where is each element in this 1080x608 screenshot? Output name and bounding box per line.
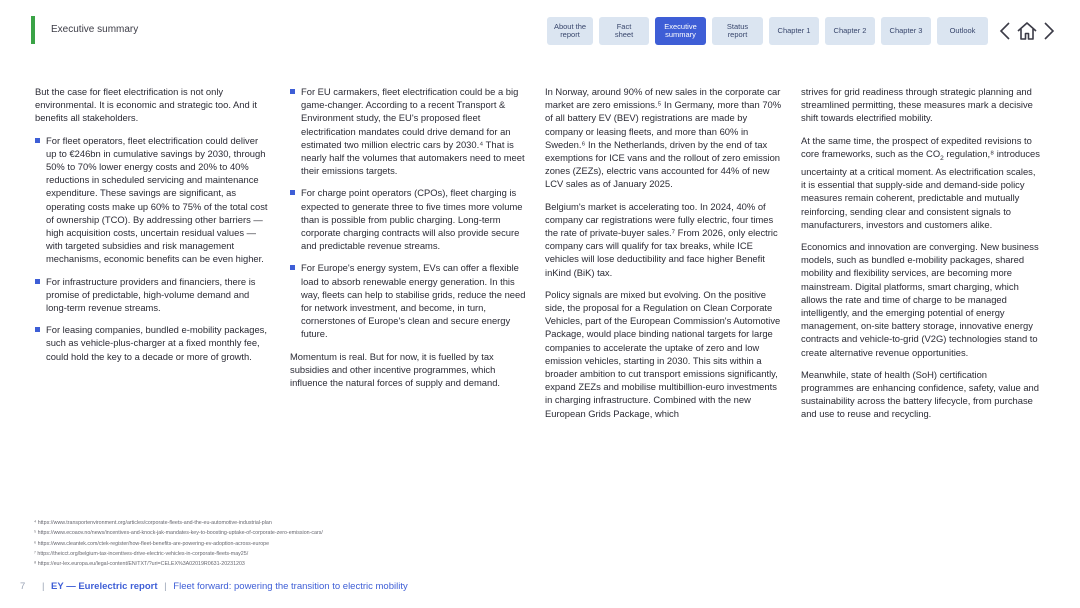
- body-column-1: [35, 85, 270, 372]
- norway-paragraph: In Norway, around 90% of new sales in the corporate car market are zero emissions.⁵ In Germany, more than 70% of all battery EV (BEV) registrations are made by company or leasing fleets, and more than 60% in Sweden.⁶ In the Netherlands, driven by the end of tax exemptions for ICE vans and the rollout of zero emission zones (ZEZs), electric vans accounted for 44% of new LCV sales as of January 2025.: [545, 86, 782, 190]
- footnote-link[interactable]: ⁷ https://theicct.org/belgium-tax-incentives-drive-electric-vehicles-in-corporate-fleets-may25/: [34, 550, 249, 557]
- bullet-eu-carmakers: For EU carmakers, fleet electrification could be a big game-changer. According to a recent Transport & Environment study, the EU's proposed fleet electrification mandates could drive demand for an estimated two million electric cars by 2030.⁴ That is nearly half the volumes that automakers need to meet their emissions targets.: [290, 85, 528, 177]
- report-brand: EY — Eurelectric report: [51, 581, 158, 592]
- tab-about-the-report[interactable]: About the report: [547, 17, 593, 45]
- footer-separator: |: [164, 581, 167, 592]
- chevron-right-icon: [1043, 21, 1055, 41]
- page-number: 7: [20, 581, 26, 592]
- section-title: Executive summary: [51, 24, 139, 35]
- policy-paragraph: Policy signals are mixed but evolving. On the positive side, the proposal for a Regulation on Clean Corporate Vehicles, part of the European Commission's Automotive Package, would place binding national targets for large companies to accelerate the uptake of zero and low emission vehicles, starting in 2030. This sits within a broader ambition to cut transport emissions significantly, expand ZEZs and mobilise multibillion-euro investments in charging infrastructure. Combined with the new European Grids Package, which: [545, 288, 781, 419]
- soh-paragraph: Meanwhile, state of health (SoH) certification programmes are enhancing confidence, safety, value and sustainability across the battery lifecycle, from purchase and use to reuse and recycling.: [801, 368, 1039, 420]
- footnote-link[interactable]: ⁸ https://eur-lex.europa.eu/legal-content/EN/TXT/?uri=CELEX%3A02019R0631-20231203: [34, 561, 245, 568]
- tab-chapter-1[interactable]: Chapter 1: [769, 17, 819, 45]
- belgium-paragraph: Belgium's market is accelerating too. In 2024, 40% of company car registrations were fully electric, four times the rate of private-buyer sales.⁷ From 2026, only electric company cars will qualify for tax breaks, while ICE vehicles will lose deductibility and face higher Benefit inKind (BiK) tax.: [545, 200, 778, 278]
- tab-chapter-3[interactable]: Chapter 3: [881, 17, 931, 45]
- footnote-link[interactable]: ⁴ https://www.transportenvironment.org/articles/corporate-fleets-and-the-eu-automotive-industrial-plan: [34, 520, 272, 526]
- next-page-button[interactable]: [1041, 17, 1057, 45]
- momentum-paragraph: Momentum is real. But for now, it is fuelled by tax subsidies and other incentive programmes, which influence the natural forces of supply and demand.: [290, 350, 501, 389]
- footer-separator: |: [41, 581, 45, 592]
- tab-status-report[interactable]: Status report: [712, 17, 763, 45]
- tab-fact-sheet[interactable]: Fact sheet: [599, 17, 649, 45]
- co2-regulation-paragraph: At the same time, the prospect of expedited revisions to core frameworks, such as the $CO_2$ regulation,⁸ introduces uncertainty at a critical moment. As electrification scales, it is essential that supply-side and demand-side policy measures remain coherent, predictable and mutually reinforcing, sending clear and consistent signals to manufacturers, investors and customers alike.: [801, 134, 1040, 230]
- chapter-navigation: [547, 17, 988, 45]
- bullet-energy-system: For Europe's energy system, EVs can offer a flexible load to absorb renewable energy generation. In this way, fleets can help to stabilise grids, reduce the need for network investment, and become, in turn, cornerstones of Europe's clean and secure energy future.: [290, 261, 528, 340]
- body-column-2: [290, 85, 528, 398]
- stakeholder-benefits-list: [35, 134, 270, 363]
- page-footer: [20, 581, 408, 592]
- home-button[interactable]: [1015, 17, 1039, 45]
- footnote-link[interactable]: ⁵ https://www.ecoaov.no/news/incentives-and-knock-jak-mandates-key-to-boosting-uptake-of-corporate-zero-emission-cars/: [34, 530, 323, 537]
- page-header: [0, 0, 1080, 62]
- stakeholder-benefits-list-continued: [290, 85, 528, 341]
- bullet-infrastructure-providers: For infrastructure providers and financiers, there is promise of predictable, high-volume demand and long-term revenue streams.: [35, 275, 270, 315]
- bullet-charge-point-operators: For charge point operators (CPOs), fleet charging is expected to generate three to five times more volume than is possible from public charging. Long-term corporate charging contracts will also provide secure and predictable revenue streams.: [290, 186, 528, 252]
- footnote-link[interactable]: ⁶ https://www.cleantek.com/ctek-register/how-fleet-benefits-are-powering-ev-adoption-across-europe: [34, 540, 270, 547]
- body-column-4: [801, 85, 1041, 430]
- tab-outlook[interactable]: Outlook: [937, 17, 988, 45]
- tab-executive-summary[interactable]: Executive summary: [655, 17, 706, 45]
- footnotes: [34, 518, 323, 569]
- grid-readiness-paragraph: strives for grid readiness through strategic planning and streamlined permitting, these measures mark a decisive shift towards electrified mobility.: [801, 86, 1033, 124]
- home-icon: [1016, 21, 1038, 41]
- tab-chapter-2[interactable]: Chapter 2: [825, 17, 875, 45]
- economics-paragraph: Economics and innovation are converging. New business models, such as bundled e-mobility packages, shared mobility and flexibility services, are becoming more mainstream. Digital platforms, smart charging, which allows the rate and time of charge to be managed intelligently, and the emerging potential of energy management, on-site battery storage, innovative energy contracts and vehicle-to-grid (V2G) technologies stand to create alternative revenue opportunities.: [801, 240, 1039, 358]
- intro-paragraph: But the case for fleet electrification is not only environmental. It is economic and strategic too. And it benefits all stakeholders.: [35, 86, 257, 124]
- bullet-fleet-operators: For fleet operators, fleet electrification could deliver up to €246bn in cumulative savings by 2030, through 50% to 70% lower energy costs and 20% to 40% reductions in scheduled servicing and maintenance expenditure. These savings are significant, as operating costs make up 60% to 75% of the total cost of ownership (TCO). By addressing other barriers — high acquisition costs, uncertain residual values — with targeted subsidies and risk management mechanisms, economic benefits can be even higher.: [35, 134, 270, 266]
- previous-page-button[interactable]: [996, 17, 1014, 45]
- body-column-3: [545, 85, 785, 429]
- section-accent-bar: [31, 16, 35, 44]
- chevron-left-icon: [999, 21, 1011, 41]
- report-title: Fleet forward: powering the transition to electric mobility: [173, 581, 408, 592]
- bullet-leasing-companies: For leasing companies, bundled e-mobility packages, such as vehicle-plus-charger at a fixed monthly fee, could hold the key to a decade or more of growth.: [35, 323, 270, 363]
